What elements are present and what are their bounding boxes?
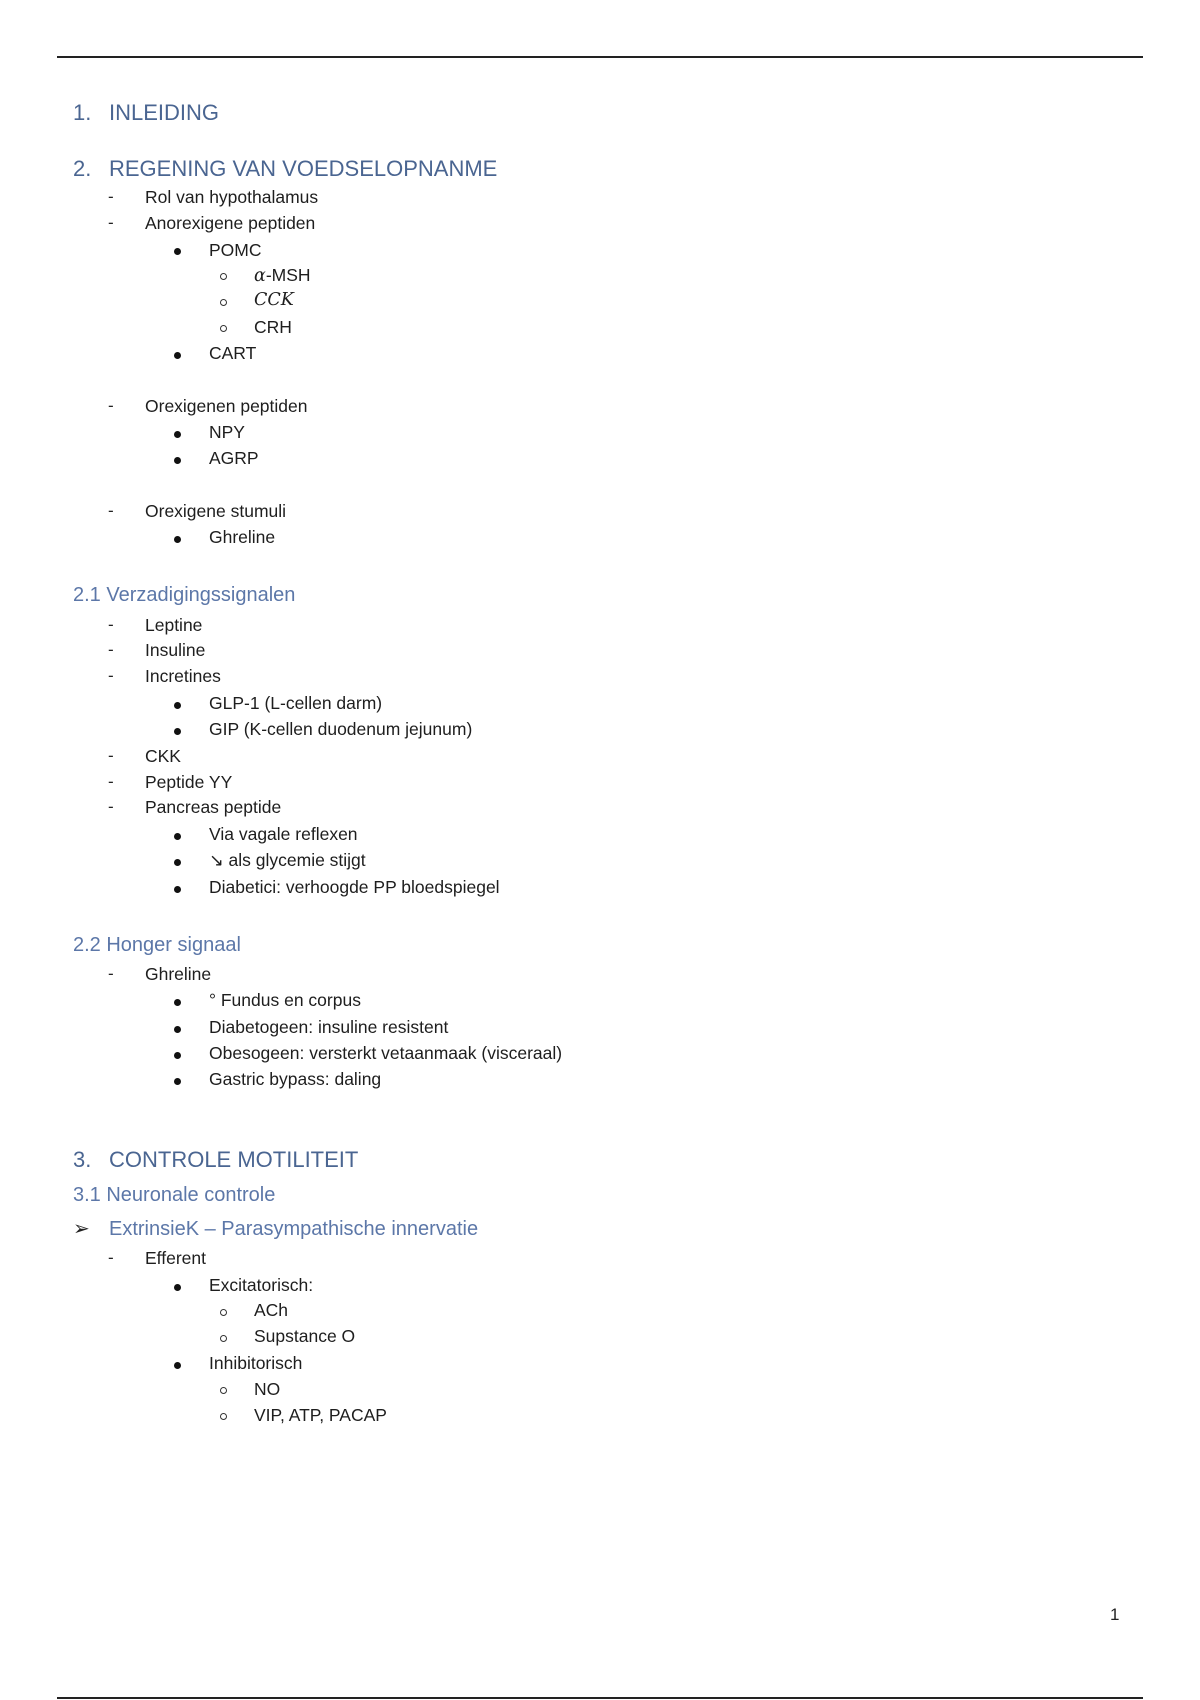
list-item: CART	[209, 343, 257, 363]
list-item: Via vagale reflexen	[209, 824, 358, 844]
list-item: ACh	[254, 1300, 289, 1320]
list-item: Gastric bypass: daling	[209, 1069, 382, 1089]
circle-marker	[220, 273, 227, 280]
subheading-2-1: 2.1 Verzadigingssignalen	[73, 584, 296, 606]
list-item: NPY	[209, 422, 245, 442]
circle-marker	[220, 1413, 227, 1420]
bullet-marker	[174, 1362, 181, 1369]
dash-marker: -	[108, 187, 114, 206]
circle-marker	[220, 325, 227, 332]
dash-marker: -	[108, 615, 114, 634]
list-item: Ghreline	[209, 527, 276, 547]
circle-marker	[220, 1309, 227, 1316]
bullet-marker	[174, 833, 181, 840]
bullet-marker	[174, 1026, 181, 1033]
list-item: α-MSH	[254, 265, 311, 286]
heading-number: 1.	[73, 100, 92, 125]
bullet-marker	[174, 248, 181, 255]
list-item: Anorexigene peptiden	[145, 213, 316, 233]
list-item: ↘ als glycemie stijgt	[209, 850, 366, 870]
list-item: Orexigene stumuli	[145, 501, 287, 521]
list-item: CCK	[254, 290, 294, 310]
list-item: GLP-1 (L-cellen darm)	[209, 693, 383, 713]
heading-number: 2.	[73, 156, 92, 181]
bullet-marker	[174, 702, 181, 709]
list-item: Leptine	[145, 615, 203, 635]
circle-marker	[220, 299, 227, 306]
dash-marker: -	[108, 396, 114, 415]
list-item: NO	[254, 1379, 281, 1399]
list-item: Obesogeen: versterkt vetaanmaak (visceraal)	[209, 1043, 563, 1063]
greek-alpha: α	[254, 266, 266, 286]
heading-title: CONTROLE MOTILITEIT	[109, 1147, 359, 1172]
list-item: AGRP	[209, 448, 259, 468]
list-item: Orexigenen peptiden	[145, 396, 308, 416]
arrow-bullet-icon: ➢	[73, 1218, 90, 1240]
dash-marker: -	[108, 213, 114, 232]
arrow-subheading: ExtrinsieK – Parasympathische innervatie	[109, 1218, 479, 1240]
bullet-marker	[174, 1284, 181, 1291]
footer-rule	[57, 1697, 1143, 1699]
dash-marker: -	[108, 501, 114, 520]
subheading-2-2: 2.2 Honger signaal	[73, 934, 241, 956]
heading-title: INLEIDING	[109, 100, 220, 125]
heading-2	[73, 156, 497, 182]
subheading-3-1: 3.1 Neuronale controle	[73, 1184, 276, 1206]
dash-marker: -	[108, 640, 114, 659]
bullet-marker	[174, 457, 181, 464]
list-item: GIP (K-cellen duodenum jejunum)	[209, 719, 473, 739]
list-item: CRH	[254, 317, 292, 337]
dash-marker: -	[108, 797, 114, 816]
dash-marker: -	[108, 964, 114, 983]
bullet-marker	[174, 728, 181, 735]
circle-marker	[220, 1335, 227, 1342]
list-item: Incretines	[145, 666, 221, 686]
list-item: Ghreline	[145, 964, 212, 984]
dash-marker: -	[108, 746, 114, 765]
list-item: VIP, ATP, PACAP	[254, 1405, 387, 1425]
page-number: 1	[1110, 1605, 1120, 1624]
heading-title: REGENING VAN VOEDSELOPNANME	[109, 156, 498, 181]
bullet-marker	[174, 352, 181, 359]
dash-marker: -	[108, 772, 114, 791]
list-item: Pancreas peptide	[145, 797, 282, 817]
list-item: Excitatorisch:	[209, 1275, 314, 1295]
bullet-marker	[174, 1078, 181, 1085]
list-item: Diabetici: verhoogde PP bloedspiegel	[209, 877, 500, 897]
list-item: Diabetogeen: insuline resistent	[209, 1017, 449, 1037]
header-rule	[57, 56, 1143, 58]
dash-marker: -	[108, 666, 114, 685]
list-item: Efferent	[145, 1248, 206, 1268]
list-item: ° Fundus en corpus	[209, 990, 361, 1010]
bullet-marker	[174, 536, 181, 543]
bullet-marker	[174, 1052, 181, 1059]
list-item: Inhibitorisch	[209, 1353, 303, 1373]
bullet-marker	[174, 999, 181, 1006]
circle-marker	[220, 1387, 227, 1394]
list-item: POMC	[209, 240, 262, 260]
list-item: CKK	[145, 746, 181, 766]
bullet-marker	[174, 886, 181, 893]
list-item: Supstance O	[254, 1326, 356, 1346]
bullet-marker	[174, 859, 181, 866]
dash-marker: -	[108, 1248, 114, 1267]
bullet-marker	[174, 431, 181, 438]
heading-3	[73, 1147, 358, 1173]
list-item: Peptide YY	[145, 772, 233, 792]
heading-number: 3.	[73, 1147, 92, 1172]
list-item: Insuline	[145, 640, 206, 660]
list-item: Rol van hypothalamus	[145, 187, 319, 207]
heading-1	[73, 100, 219, 126]
